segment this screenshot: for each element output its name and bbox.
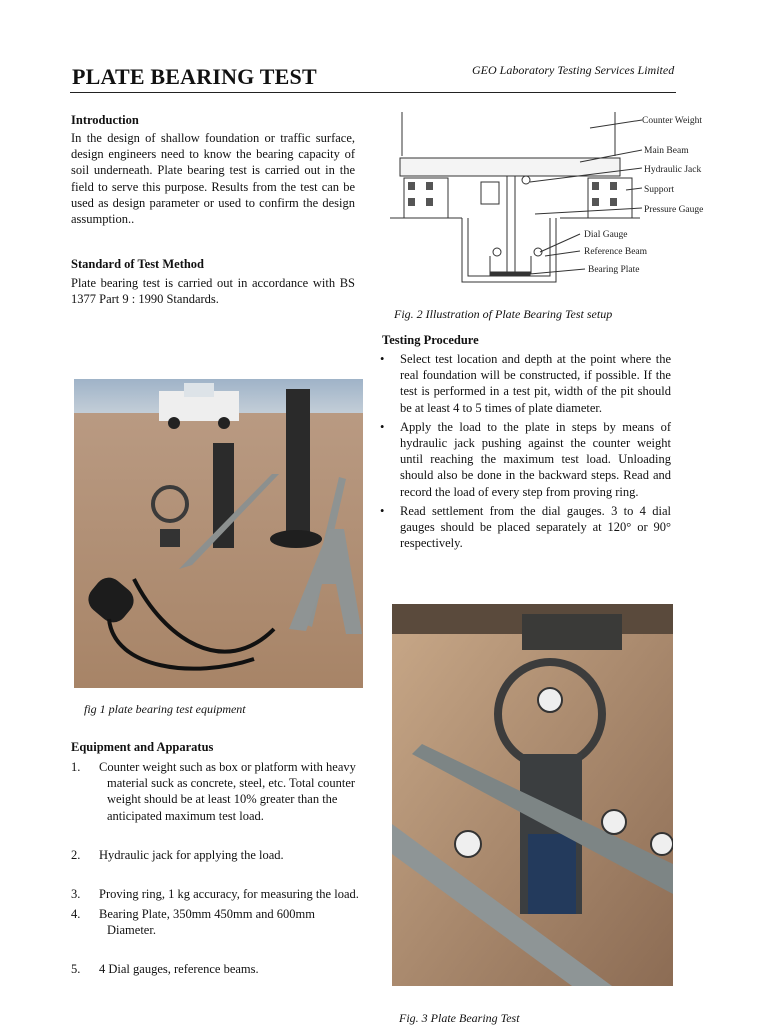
equipment-item-text: 4 Dial gauges, reference beams. <box>99 961 259 976</box>
bullet-icon: • <box>380 352 385 366</box>
company-name: GEO Laboratory Testing Services Limited <box>472 63 675 77</box>
equipment-item-text: Proving ring, 1 kg accuracy, for measuring the load. <box>99 887 359 902</box>
equipment-item-text: Bearing Plate, 350mm 450mm and 600mm Diameter. <box>99 907 315 938</box>
setup-diagram <box>390 106 708 286</box>
procedure-item <box>380 419 671 500</box>
label-hydraulic-jack: Hydraulic Jack <box>644 165 702 175</box>
standard-heading: Standard of Test Method <box>71 257 205 271</box>
header-rule <box>70 92 676 93</box>
equipment-item <box>71 847 361 863</box>
figure3-caption: Fig. 3 Plate Bearing Test <box>399 1011 520 1025</box>
equipment-item-number: 2. <box>71 847 81 862</box>
setup-diagram-drawing <box>390 106 708 286</box>
equipment-photo <box>74 379 363 688</box>
procedure-item-text: Select test location and depth at the point where the real foundation will be constructed, if possible. If the test is performed in a test pit, width of the pit should be at least 4 to 5 times of plate diameter. <box>400 352 671 415</box>
equipment-item-number: 3. <box>71 887 81 902</box>
label-reference-beam: Reference Beam <box>584 247 648 257</box>
equipment-item-text: Counter weight such as box or platform with heavy material suck as concrete, steel, etc. Total counter weight should be at least 10% greater than the anticipated maximum test load. <box>99 760 356 823</box>
procedure-item-text: Read settlement from the dial gauges. 3 to 4 dial gauges should be placed separately at 120° or 90° respectively. <box>400 503 671 551</box>
label-pressure-gauge: Pressure Gauge <box>644 205 704 215</box>
equipment-item <box>71 886 361 902</box>
equipment-item <box>71 961 361 977</box>
test-photo <box>392 604 673 986</box>
procedure-list <box>380 351 671 554</box>
introduction-text: In the design of shallow foundation or traffic surface, design engineers need to know the bearing capacity of soil underneath. Plate bearing test is carried out in the field to serve this purpose. Results from the test can be used as design parameter or used to confirm the design assumption.. <box>71 131 355 227</box>
label-main-beam: Main Beam <box>644 146 689 156</box>
figure2-caption: Fig. 2 Illustration of Plate Bearing Test setup <box>394 307 613 321</box>
label-bearing-plate: Bearing Plate <box>588 265 640 275</box>
equipment-item <box>71 759 361 824</box>
label-counter-weight: Counter Weight <box>642 116 703 126</box>
label-support: Support <box>644 185 675 195</box>
bullet-icon: • <box>380 419 385 434</box>
equipment-item-number: 4. <box>71 907 81 922</box>
equipment-item-number: 1. <box>71 760 81 774</box>
bullet-icon: • <box>380 503 385 518</box>
equipment-list <box>71 759 361 977</box>
procedure-item <box>380 351 671 416</box>
test-photo-drawing <box>392 604 673 986</box>
equipment-heading: Equipment and Apparatus <box>71 740 214 754</box>
equipment-photo-drawing <box>74 379 363 688</box>
equipment-item-text: Hydraulic jack for applying the load. <box>99 847 284 862</box>
equipment-item-number: 5. <box>71 961 81 976</box>
page-title: PLATE BEARING TEST <box>72 64 317 89</box>
introduction-heading: Introduction <box>71 113 139 127</box>
label-dial-gauge: Dial Gauge <box>584 230 628 240</box>
figure1-caption: fig 1 plate bearing test equipment <box>84 702 246 716</box>
standard-text: Plate bearing test is carried out in accordance with BS 1377 Part 9 : 1990 Standards. <box>71 276 355 307</box>
equipment-item <box>71 906 361 938</box>
procedure-item-text: Apply the load to the plate in steps by means of hydraulic jack pushing against the counter weight until reaching the maximum test load. Unloading should also be done in the backward steps. Read and record the load of every step from proving ring. <box>400 419 671 499</box>
procedure-item <box>380 503 671 552</box>
procedure-heading: Testing Procedure <box>382 333 479 347</box>
